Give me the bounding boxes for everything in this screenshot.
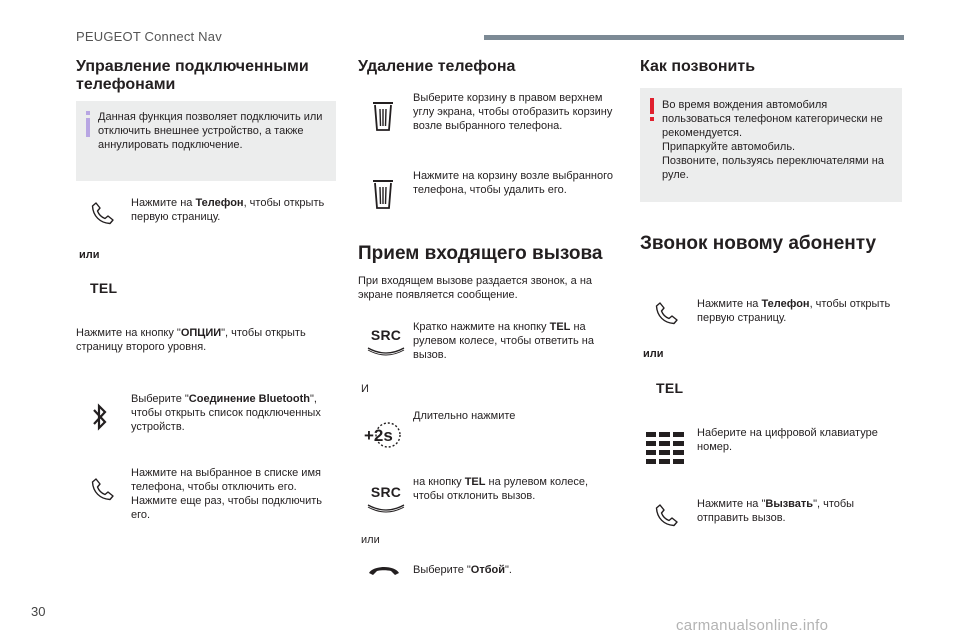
phone-handset-icon bbox=[88, 198, 118, 228]
step2-text: Нажмите на кнопку "ОПЦИИ", чтобы открыть страницу второго уровня. bbox=[76, 327, 306, 353]
long-press-icon bbox=[362, 421, 406, 449]
bluetooth-icon bbox=[88, 400, 112, 434]
phone-handset-icon bbox=[88, 474, 118, 504]
keypad-icon bbox=[646, 431, 684, 465]
section-title-delete: Удаление телефона bbox=[358, 58, 516, 75]
svg-text:+2s: +2s bbox=[364, 426, 393, 445]
delete-step2-text: Нажмите на корзину возле выбранного телефона, чтобы удалить его. bbox=[413, 170, 613, 196]
section-title-call: Как позвонить bbox=[640, 58, 756, 75]
or-label: или bbox=[361, 534, 380, 546]
incoming-step1-text: Кратко нажмите на кнопку TEL на рулевом колесе, чтобы ответить на вызов. bbox=[413, 321, 594, 361]
section-title-incoming: Прием входящего вызова bbox=[358, 243, 603, 264]
section-title-new-contact: Звонок новому абоненту bbox=[640, 233, 877, 254]
tel-button-icon: TEL bbox=[656, 380, 684, 396]
info-icon bbox=[86, 111, 90, 137]
info-box bbox=[76, 101, 336, 181]
section-title-manage: Управление подключенными телефонами bbox=[76, 58, 309, 93]
and-label: И bbox=[361, 383, 369, 395]
tel-button-icon: TEL bbox=[90, 280, 118, 296]
step1-text: Нажмите на Телефон, чтобы открыть первую страницу. bbox=[131, 197, 325, 223]
step4-text: Нажмите на выбранное в списке имя телефона, чтобы отключить его. Нажмите еще раз, чтобы подключить его. bbox=[131, 467, 322, 521]
phone-handset-icon bbox=[652, 500, 682, 530]
trash-icon bbox=[370, 98, 396, 134]
delete-step1-text: Выберите корзину в правом верхнем углу экрана, чтобы отобразить корзину возле выбранного телефона. bbox=[413, 92, 613, 132]
step3-text: Выберите "Соединение Bluetooth", чтобы открыть список подключенных устройств. bbox=[131, 393, 321, 433]
page-number: 30 bbox=[31, 604, 46, 619]
watermark: carmanualsonline.info bbox=[676, 617, 829, 634]
new-step2-text: Наберите на цифровой клавиатуре номер. bbox=[697, 427, 878, 453]
info-text: Данная функция позволяет подключить или отключить внешнее устройство, а также аннулировать подключение. bbox=[98, 111, 323, 151]
trash-icon bbox=[370, 176, 396, 212]
src-wheel-button-icon: SRC bbox=[366, 484, 406, 518]
new-step1-text: Нажмите на Телефон, чтобы открыть первую страницу. bbox=[697, 298, 891, 324]
warning-text: Во время вождения автомобиля пользоваться телефоном категорически не рекомендуется. Припаркуйте автомобиль. Позвоните, пользуясь переключателями на руле. bbox=[662, 99, 884, 181]
incoming-step4-text: Выберите "Отбой". bbox=[413, 564, 512, 576]
or-label: или bbox=[79, 249, 100, 261]
column-delete-incoming bbox=[358, 0, 620, 640]
hang-up-icon bbox=[366, 560, 402, 580]
column-manage-phones bbox=[76, 0, 338, 640]
header-brand: PEUGEOT Connect Nav bbox=[76, 29, 222, 44]
warning-box bbox=[640, 88, 902, 202]
src-wheel-button-icon: SRC bbox=[366, 327, 406, 361]
incoming-step3-text: на кнопку TEL на рулевом колесе, чтобы отклонить вызов. bbox=[413, 476, 589, 502]
or-label: или bbox=[643, 348, 664, 360]
incoming-step2-text: Длительно нажмите bbox=[413, 410, 516, 422]
phone-handset-icon bbox=[652, 298, 682, 328]
warning-icon bbox=[650, 98, 654, 122]
new-step3-text: Нажмите на "Вызвать", чтобы отправить вызов. bbox=[697, 498, 855, 524]
incoming-intro-text: При входящем вызове раздается звонок, а на экране появляется сообщение. bbox=[358, 275, 593, 301]
column-make-call bbox=[640, 0, 904, 640]
